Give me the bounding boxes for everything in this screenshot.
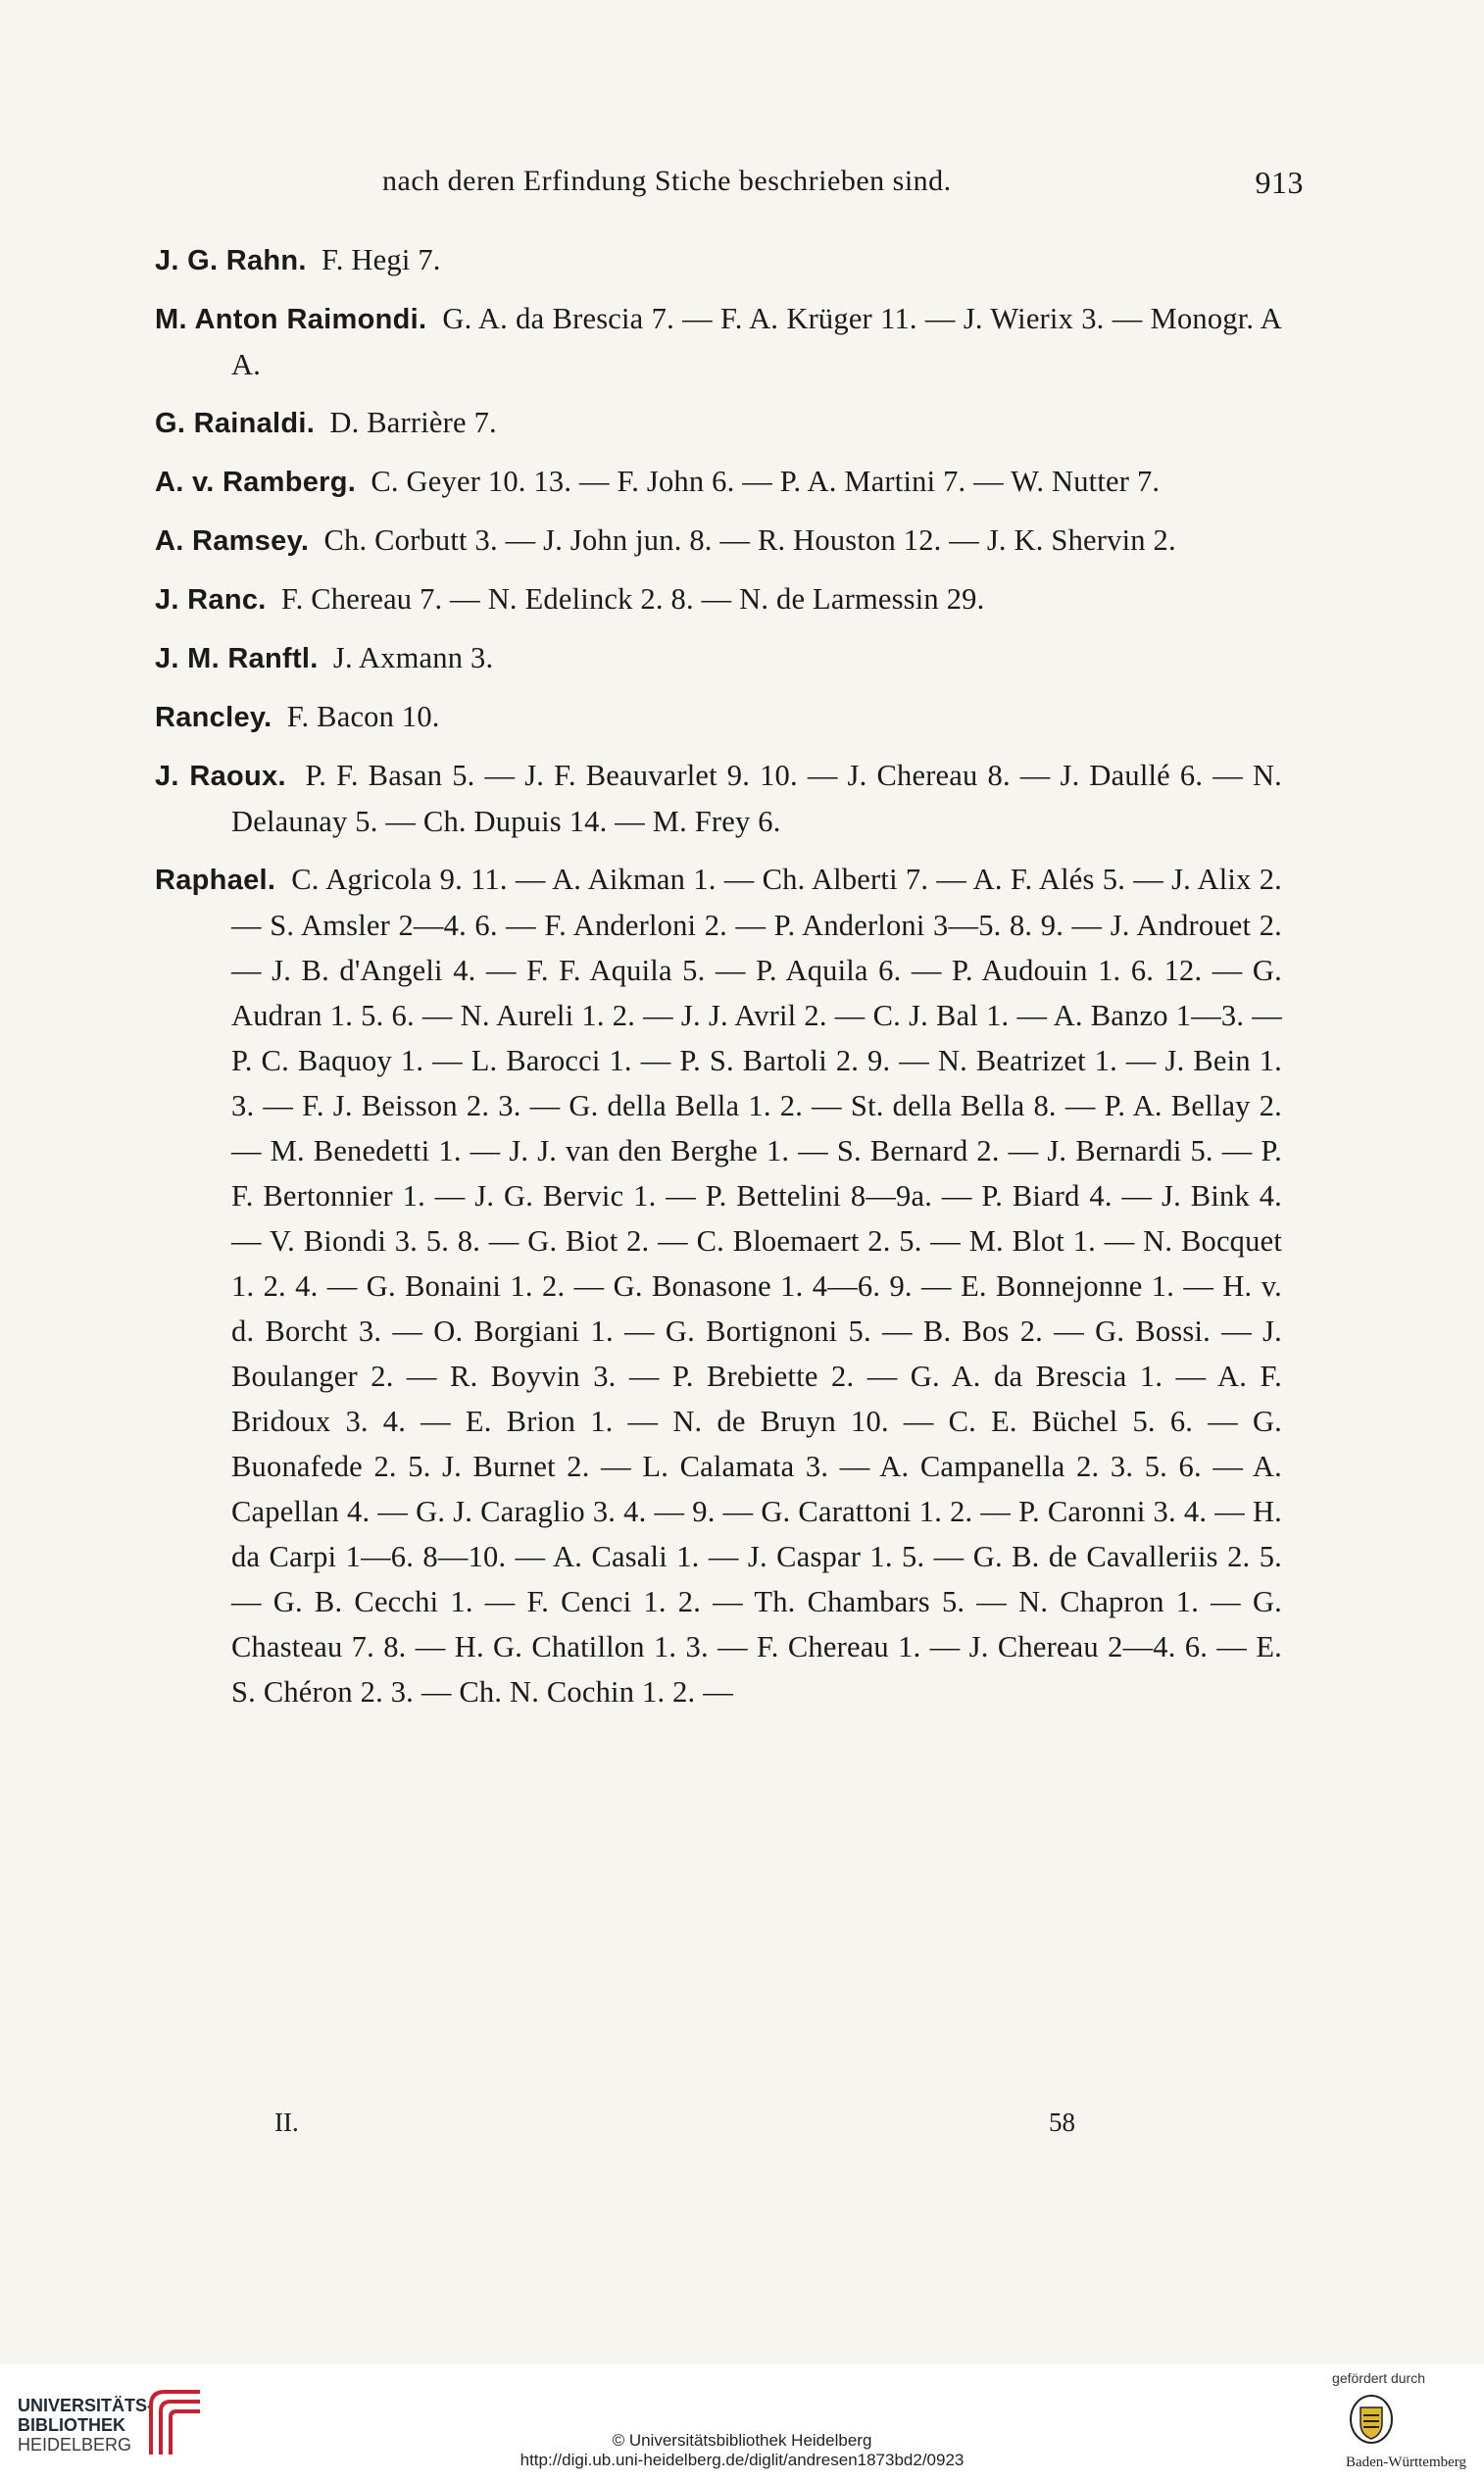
entry-list [155,237,1282,1722]
entry-name: G. Rainaldi. [155,408,316,439]
entry [155,237,1282,283]
entry [155,753,1282,844]
entry-references: P. F. Basan 5. — J. F. Beauvarlet 9. 10. — J. Chereau 8. — J. Daullé 6. — N. Delaunay 5. — Ch. Dupuis 14. — M. Frey 6. [231,759,1282,838]
entry-references: J. Axmann 3. [332,641,494,674]
entry-name: J. M. Ranftl. [155,643,319,674]
entry [155,857,1282,1714]
entry-name: A. Ramsey. [155,525,310,557]
digitization-footer [0,2364,1484,2480]
entry-references: C. Agricola 9. 11. — A. Aikman 1. — Ch. Alberti 7. — A. F. Alés 5. — J. Alix 2. — S. Amsler 2—4. 6. — F. Anderloni 2. — P. Anderloni 3—5. 8. 9. — J. Androuet 2. — J. B. d'Angeli 4. — F. F. Aquila 5. — P. Aquila 6. — P. Audouin 1. 6. 12. — G. Audran 1. 5. 6. — N. Aureli 1. 2. — J. J. Avril 2. — C. J. Bal 1. — A. Banzo 1—3. — P. C. Baquoy 1. — L. Barocci 1. — P. S. Bartoli 2. 9. — N. Beatrizet 1. — J. Bein 1. 3. — F. J. Beisson 2. 3. — G. della Bella 1. 2. — St. della Bella 8. — P. A. Bellay 2. — M. Benedetti 1. — J. J. van den Berghe 1. — S. Bernard 2. — J. Bernardi 5. — P. F. Bertonnier 1. — J. G. Bervic 1. — P. Bettelini 8—9a. — P. Biard 4. — J. Bink 4. — V. Biondi 3. 5. 8. — G. Biot 2. — C. Bloemaert 2. 5. — M. Blot 1. — N. Bocquet 1. 2. 4. — G. Bonaini 1. 2. — G. Bonasone 1. 4—6. 9. — E. Bonnejonne 1. — H. v. d. Borcht 3. — O. Borgiani 1. — G. Bortignoni 5. — B. Bos 2. — G. Bossi. — J. Boulanger 2. — R. Boyvin 3. — P. Brebiette 2. — G. A. da Brescia 1. — A. F. Bridoux 3. 4. — E. Brion 1. — N. de Bruyn 10. — C. E. Büchel 5. 6. — G. Buonafede 2. 5. J. Burnet 2. — L. Calamata 3. — A. Campanella 2. 3. 5. 6. — A. Capellan 4. — G. J. Caraglio 3. 4. — 9. — G. Carattoni 1. 2. — P. Caronni 3. 4. — H. da Carpi 1—6. 8—10. — A. Casali 1. — J. Caspar 1. 5. — G. B. de Cavalleriis 2. 5. — G. B. Cecchi 1. — F. Cenci 1. 2. — Th. Chambars 5. — N. Chapron 1. — G. Chasteau 7. 8. — H. G. Chatillon 1. 3. — F. Chereau 1. — J. Chereau 2—4. 6. — E. S. Chéron 2. 3. — Ch. N. Cochin 1. 2. — [231,863,1283,1709]
entry-name: J. Ranc. [155,584,267,616]
entry-name: J. G. Rahn. [155,245,307,276]
entry [155,635,1282,681]
copyright-notice [0,2431,1484,2470]
entry-references: G. A. da Brescia 7. — F. A. Krüger 11. — J. Wierix 3. — Monogr. A A. [231,302,1282,381]
entry-references: Ch. Corbutt 3. — J. John jun. 8. — R. Houston 12. — J. K. Shervin 2. [323,523,1176,557]
entry-references: F. Bacon 10. [286,700,440,733]
running-head-title: nach deren Erfindung Stiche beschrieben sind. [382,165,952,197]
entry [155,518,1282,564]
entry-name: Rancley. [155,702,272,733]
logo-line: BIBLIOTHEK [18,2415,125,2435]
entry [155,296,1282,387]
logo-line: HEIDELBERG [18,2435,132,2455]
volume-signature: II. [274,2108,299,2137]
entry-name: Raphael. [155,865,276,896]
entry-name: J. Raoux. [155,761,286,792]
baden-wuerttemberg-seal-icon [1349,2394,1394,2445]
entry-name: M. Anton Raimondi. [155,304,427,335]
entry-references: F. Hegi 7. [322,243,441,276]
entry [155,459,1282,505]
copyright-text: © Universitätsbibliothek Heidelberg [612,2431,872,2450]
page-number: 913 [1255,165,1304,200]
entry [155,694,1282,740]
entry [155,576,1282,622]
entry-name: A. v. Ramberg. [155,467,357,498]
entry-references: D. Barrière 7. [329,406,497,439]
sheet-signature: 58 [1049,2108,1075,2137]
funder-name: Baden-Württemberg [1345,2455,1466,2470]
entry-references: C. Geyer 10. 13. — F. John 6. — P. A. Martini 7. — W. Nutter 7. [371,465,1161,498]
logo-line: UNIVERSITÄTS- [18,2396,154,2415]
funded-by-label: gefördert durch [1332,2370,1425,2386]
entry [155,400,1282,446]
entry-references: F. Chereau 7. — N. Edelinck 2. 8. — N. de Larmessin 29. [280,582,985,616]
source-url-link[interactable]: http://digi.ub.uni-heidelberg.de/diglit/andresen1873bd2/0923 [519,2451,965,2469]
